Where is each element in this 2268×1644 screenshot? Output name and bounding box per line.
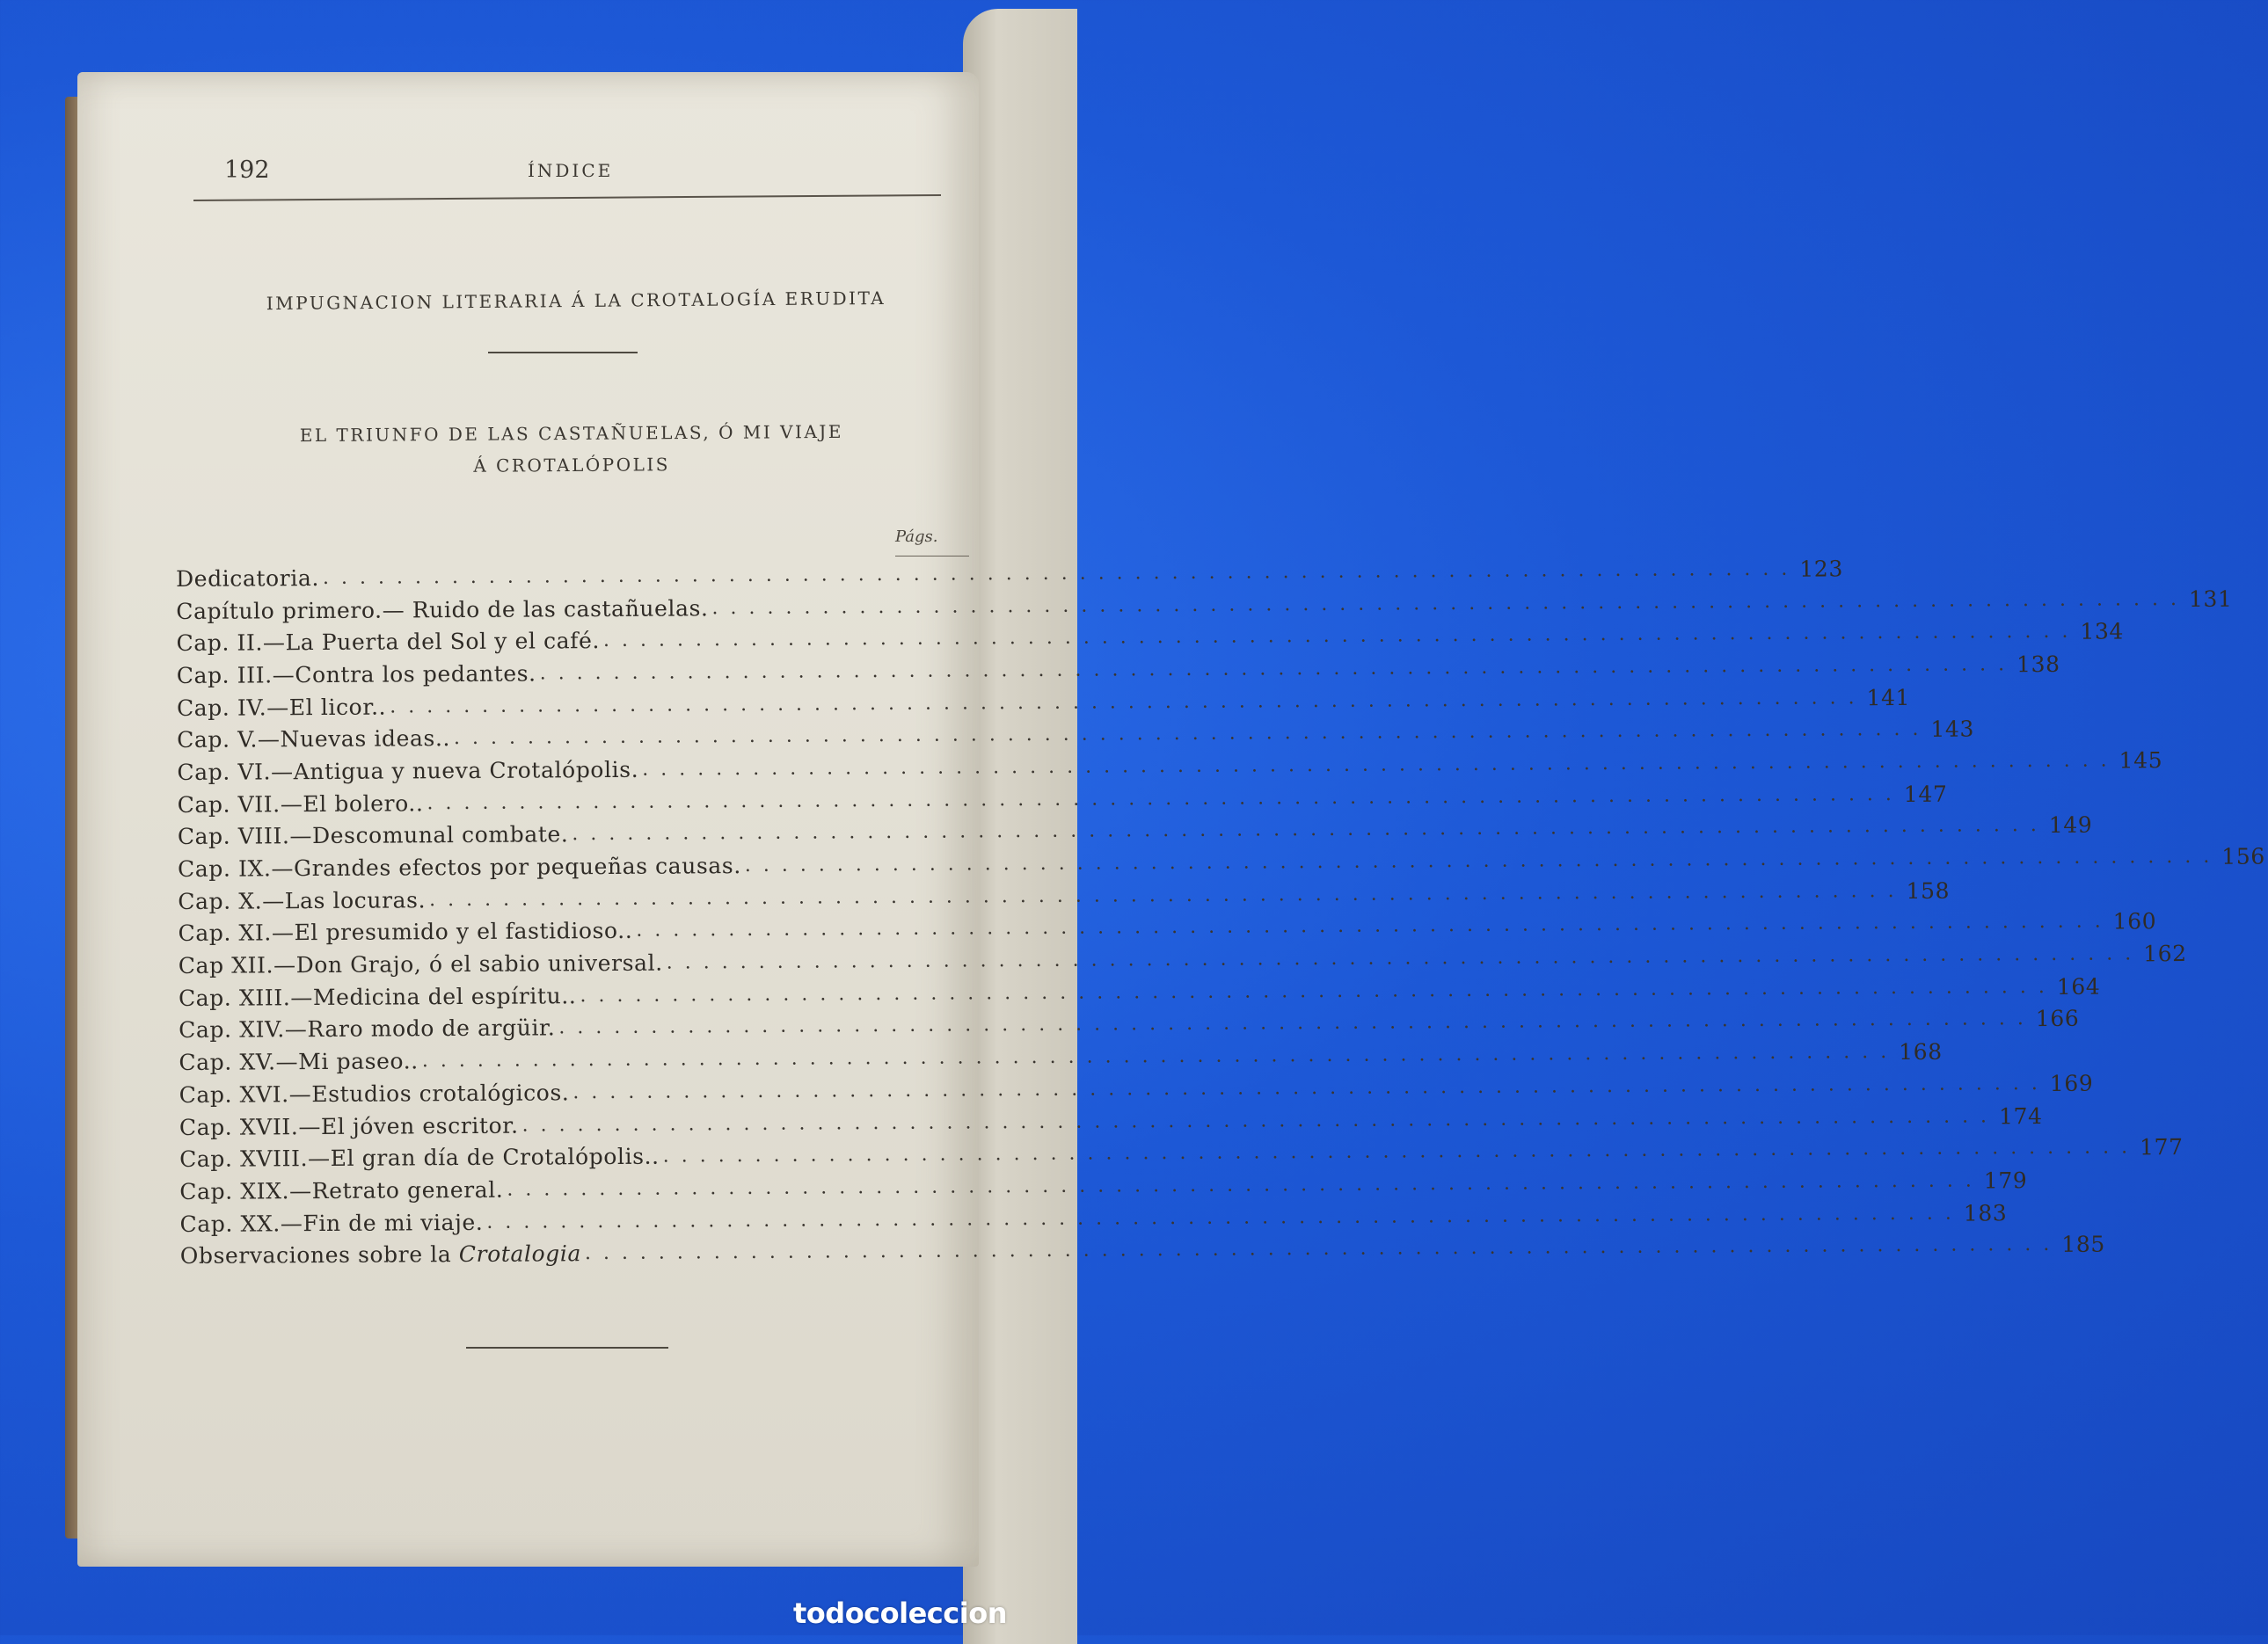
toc-entry-title bbox=[178, 822, 572, 850]
toc-entry-title-text: Cap. XX.—Fin de mi viaje. bbox=[179, 1209, 484, 1237]
toc-leader-dots: ................................................................................ bbox=[421, 1041, 1900, 1073]
toc-entry bbox=[179, 1102, 2043, 1143]
toc-entry bbox=[178, 843, 2265, 885]
toc-entry bbox=[178, 877, 1951, 917]
section-divider bbox=[488, 352, 638, 353]
toc-leader-dots: ................................................................................ bbox=[642, 749, 2119, 781]
running-head bbox=[149, 156, 950, 192]
toc-entry-title-text: Cap XII.—Don Grajo, ó el sabio universal. bbox=[178, 949, 663, 979]
toc-entry-title bbox=[179, 1048, 422, 1075]
toc-entry-title bbox=[177, 660, 540, 688]
toc-entry-title bbox=[176, 595, 711, 624]
watermark-logo: todocoleccion bbox=[793, 1597, 1007, 1630]
toc-entry-title-text: Cap. XIX.—Retrato general. bbox=[179, 1176, 504, 1204]
toc-leader-dots: ................................................................................ bbox=[322, 557, 1800, 589]
toc-entry-title bbox=[179, 950, 667, 978]
toc-entry-page: 131 bbox=[2188, 586, 2233, 612]
toc-entry-page: 185 bbox=[2061, 1231, 2105, 1258]
toc-entry-title-text: Cap. III.—Contra los pedantes. bbox=[176, 660, 536, 688]
toc-leader-dots: ................................................................................ bbox=[427, 782, 1904, 814]
toc-entry-page: 168 bbox=[1899, 1038, 1943, 1066]
toc-leader-dots: ................................................................................ bbox=[572, 1072, 2050, 1104]
toc-leader-dots: ................................................................................ bbox=[390, 686, 1867, 718]
toc-entry-title bbox=[177, 725, 454, 753]
toc-entry bbox=[179, 1231, 2105, 1272]
toc-entry-title-text: Cap. IV.—El licor.. bbox=[176, 694, 387, 721]
toc-entry-page: 174 bbox=[1998, 1102, 2043, 1129]
toc-entry-title-text: Cap. VIII.—Descomunal combate. bbox=[177, 821, 569, 850]
toc-entry bbox=[177, 781, 1948, 820]
toc-entry bbox=[179, 1168, 2028, 1208]
work-title-line-2: Á CROTALÓPOLIS bbox=[473, 454, 671, 476]
toc-entry bbox=[179, 1199, 2008, 1240]
toc-entry-title bbox=[177, 694, 390, 720]
toc-entry-page: 147 bbox=[1903, 781, 1948, 807]
toc-entry-page: 143 bbox=[1930, 716, 1975, 743]
toc-entry-page: 179 bbox=[1983, 1168, 2028, 1194]
toc-leader-dots: ................................................................................ bbox=[580, 975, 2057, 1007]
toc-entry-title-text: Observaciones sobre la bbox=[179, 1241, 452, 1269]
toc-entry-page: 164 bbox=[2056, 973, 2101, 1000]
table-of-contents bbox=[176, 556, 2265, 1273]
toc-entry-title-text: Cap. XVII.—El jóven escritor. bbox=[179, 1112, 519, 1140]
toc-leader-dots: ................................................................................ bbox=[572, 814, 2049, 846]
toc-entry-page: 162 bbox=[2143, 941, 2187, 967]
toc-entry-title-text: Cap. XI.—El presumido y el fastidioso.. bbox=[178, 918, 633, 947]
toc-entry-title-text: Cap. XV.—Mi paseo.. bbox=[179, 1048, 419, 1076]
toc-entry-page: 134 bbox=[2080, 618, 2125, 644]
toc-leader-dots: ................................................................................ bbox=[486, 1202, 1964, 1233]
end-divider bbox=[466, 1347, 668, 1349]
toc-entry-title-text: Cap. X.—Las locuras. bbox=[178, 886, 427, 914]
toc-entry-title bbox=[179, 1177, 507, 1204]
toc-leader-dots: ................................................................................ bbox=[662, 1136, 2140, 1168]
toc-leader-dots: ................................................................................ bbox=[507, 1169, 1984, 1201]
toc-leader-dots: ................................................................................ bbox=[744, 845, 2222, 877]
toc-entry-page: 141 bbox=[1866, 684, 1911, 710]
section-title: IMPUGNACION LITERARIA Á LA CROTALOGÍA ERUDITA bbox=[266, 287, 886, 315]
toc-entry-title bbox=[180, 1209, 487, 1236]
toc-entry-title bbox=[179, 1015, 558, 1044]
toc-entry-page: 183 bbox=[1963, 1199, 2008, 1226]
toc-entry bbox=[177, 716, 1975, 756]
pages-label: Págs. bbox=[895, 527, 938, 546]
toc-entry-page: 138 bbox=[2016, 651, 2060, 678]
toc-entry-title bbox=[178, 887, 429, 914]
toc-entry-title bbox=[179, 983, 580, 1011]
toc-entry-page: 156 bbox=[2221, 843, 2265, 869]
toc-entry-title-text: Cap. XIV.—Raro modo de argüir. bbox=[179, 1015, 556, 1044]
toc-entry-title-text: Cap. VII.—El bolero.. bbox=[177, 789, 424, 818]
toc-entry bbox=[178, 941, 2187, 982]
toc-entry-title-text: Cap. VI.—Antigua y nueva Crotalópolis. bbox=[177, 756, 639, 785]
toc-entry-page: 149 bbox=[2048, 812, 2093, 839]
toc-entry bbox=[178, 973, 2101, 1014]
toc-leader-dots: ................................................................................ bbox=[539, 653, 2017, 685]
toc-entry-title bbox=[179, 1112, 522, 1139]
toc-entry-title-text: Cap. V.—Nuevas ideas.. bbox=[177, 725, 451, 753]
toc-entry bbox=[177, 812, 2093, 853]
toc-leader-dots: ................................................................................ bbox=[711, 587, 2190, 619]
toc-entry-page: 166 bbox=[2035, 1006, 2080, 1032]
toc-entry-title bbox=[180, 1240, 585, 1269]
toc-entry bbox=[176, 651, 2060, 692]
toc-leader-dots: ................................................................................ bbox=[636, 910, 2113, 942]
toc-entry-page: 158 bbox=[1906, 877, 1951, 904]
toc-entry-title-text: Cap. IX.—Grandes efectos por pequeñas causas. bbox=[178, 853, 741, 883]
toc-entry-page: 145 bbox=[2119, 747, 2163, 774]
toc-entry bbox=[176, 556, 1843, 595]
toc-entry-title bbox=[176, 628, 603, 656]
toc-entry-title-text: Dedicatoria. bbox=[176, 564, 320, 592]
toc-entry bbox=[179, 1006, 2080, 1046]
toc-entry-title-text: Cap. XIII.—Medicina del espíritu.. bbox=[178, 983, 577, 1011]
toc-leader-dots: ................................................................................ bbox=[429, 879, 1907, 911]
toc-entry-title bbox=[179, 1080, 573, 1108]
work-title-line-1: EL TRIUNFO DE LAS CASTAÑUELAS, Ó MI VIAJE bbox=[299, 420, 844, 447]
running-title: ÍNDICE bbox=[528, 160, 614, 181]
toc-leader-dots: ................................................................................ bbox=[584, 1233, 2062, 1265]
toc-entry-title bbox=[176, 565, 323, 592]
toc-entry-title bbox=[178, 853, 745, 882]
toc-entry bbox=[176, 618, 2125, 659]
work-title bbox=[264, 416, 879, 484]
toc-entry bbox=[178, 908, 2157, 949]
toc-entry-title-text: Cap. XVIII.—El gran día de Crotalópolis.. bbox=[179, 1143, 660, 1173]
toc-entry-title-text: Capítulo primero.— Ruido de las castañuelas. bbox=[176, 594, 709, 624]
page-number: 192 bbox=[224, 156, 270, 184]
toc-entry-page: 123 bbox=[1799, 556, 1843, 582]
toc-entry-page: 177 bbox=[2140, 1134, 2184, 1160]
toc-entry-page: 169 bbox=[2049, 1070, 2094, 1096]
toc-entry bbox=[179, 1134, 2184, 1175]
toc-leader-dots: ................................................................................ bbox=[666, 942, 2144, 974]
toc-entry bbox=[179, 1038, 1943, 1079]
toc-leader-dots: ................................................................................ bbox=[558, 1007, 2036, 1039]
toc-entry-title-italic: Crotalogia bbox=[458, 1240, 582, 1268]
toc-entry bbox=[176, 586, 2233, 627]
toc-entry-title bbox=[179, 1144, 663, 1172]
toc-entry-title bbox=[178, 918, 636, 946]
toc-entry bbox=[176, 684, 1911, 724]
toc-entry-title-text: Cap. XVI.—Estudios crotalógicos. bbox=[179, 1080, 570, 1108]
toc-leader-dots: ................................................................................ bbox=[602, 620, 2081, 652]
toc-entry-title bbox=[177, 757, 642, 785]
toc-entry-title bbox=[178, 790, 427, 818]
toc-entry bbox=[177, 747, 2163, 789]
toc-leader-dots: ................................................................................ bbox=[521, 1104, 2000, 1137]
toc-leader-dots: ................................................................................ bbox=[453, 718, 1931, 750]
toc-entry-page: 160 bbox=[2112, 908, 2157, 935]
toc-entry-title-text: Cap. II.—La Puerta del Sol y el café. bbox=[176, 628, 601, 657]
toc-entry bbox=[179, 1070, 2094, 1111]
